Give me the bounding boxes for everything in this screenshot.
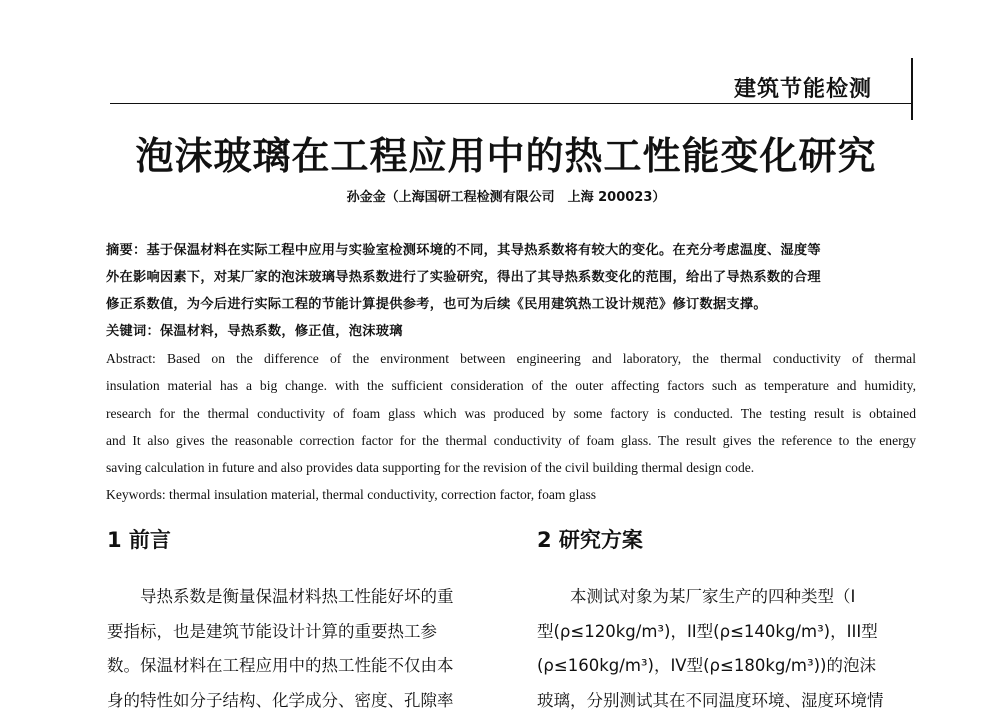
body-line: 要指标，也是建筑节能设计计算的重要热工参 [107,615,454,650]
journal-section-header: 建筑节能检测 [734,72,872,103]
section-heading-intro: 1 前言 [107,524,171,554]
abstract-en-line: saving calculation in future and also provides data supporting for the revision of the civil building thermal design code. [106,454,916,481]
keywords-en: Keywords: thermal insulation material, thermal conductivity, correction factor, foam glass [106,481,916,508]
abstract-cn-line: 摘要：基于保温材料在实际工程中应用与实验室检测环境的不同，其导热系数将有较大的变化。在充分考虑温度、湿度等 [106,237,916,264]
header-rule [110,103,912,104]
abstract-en [106,345,916,509]
abstract-en-line: and It also gives the reasonable correction factor for the thermal conductivity of foam glass. The result gives the reference to the energy [106,427,916,454]
abstract-cn [106,237,916,345]
body-line: 本测试对象为某厂家生产的四种类型（I [537,580,917,615]
section-heading-method: 2 研究方案 [537,524,643,554]
body-line: 玻璃，分别测试其在不同温度环境、湿度环境情 [537,684,917,718]
abstract-en-line: insulation material has a big change. with the sufficient consideration of the outer affecting factors such as temperature and humidity, [106,372,916,399]
abstract-cn-line: 外在影响因素下，对某厂家的泡沫玻璃导热系数进行了实验研究，得出了其导热系数变化的范围，给出了导热系数的合理 [106,264,916,291]
body-line: 导热系数是衡量保温材料热工性能好坏的重 [107,580,454,615]
body-line: 身的特性如分子结构、化学成分、密度、孔隙率 [107,684,454,718]
author-line: 孙金金（上海国研工程检测有限公司 上海 200023） [0,186,1000,205]
abstract-en-line: Abstract: Based on the difference of the environment between engineering and laboratory, the thermal conductivity of thermal [106,345,916,372]
keywords-cn: 关键词：保温材料，导热系数，修正值，泡沫玻璃 [106,318,916,345]
header-vertical-rule [911,58,913,120]
method-column [537,580,917,718]
intro-column [107,580,454,718]
abstract-cn-line: 修正系数值，为今后进行实际工程的节能计算提供参考，也可为后续《民用建筑热工设计规范》修订数据支撑。 [106,291,916,318]
body-line: 型(ρ≤120kg/m³)，II型(ρ≤140kg/m³)，III型 [537,615,917,650]
paper-title: 泡沫玻璃在工程应用中的热工性能变化研究 [0,125,1000,180]
abstract-en-line: research for the thermal conductivity of foam glass which was produced by some factory is conducted. The testing result is obtained [106,400,916,427]
body-line: 数。保温材料在工程应用中的热工性能不仅由本 [107,649,454,684]
body-line: (ρ≤160kg/m³)，IV型(ρ≤180kg/m³))的泡沫 [537,649,917,684]
